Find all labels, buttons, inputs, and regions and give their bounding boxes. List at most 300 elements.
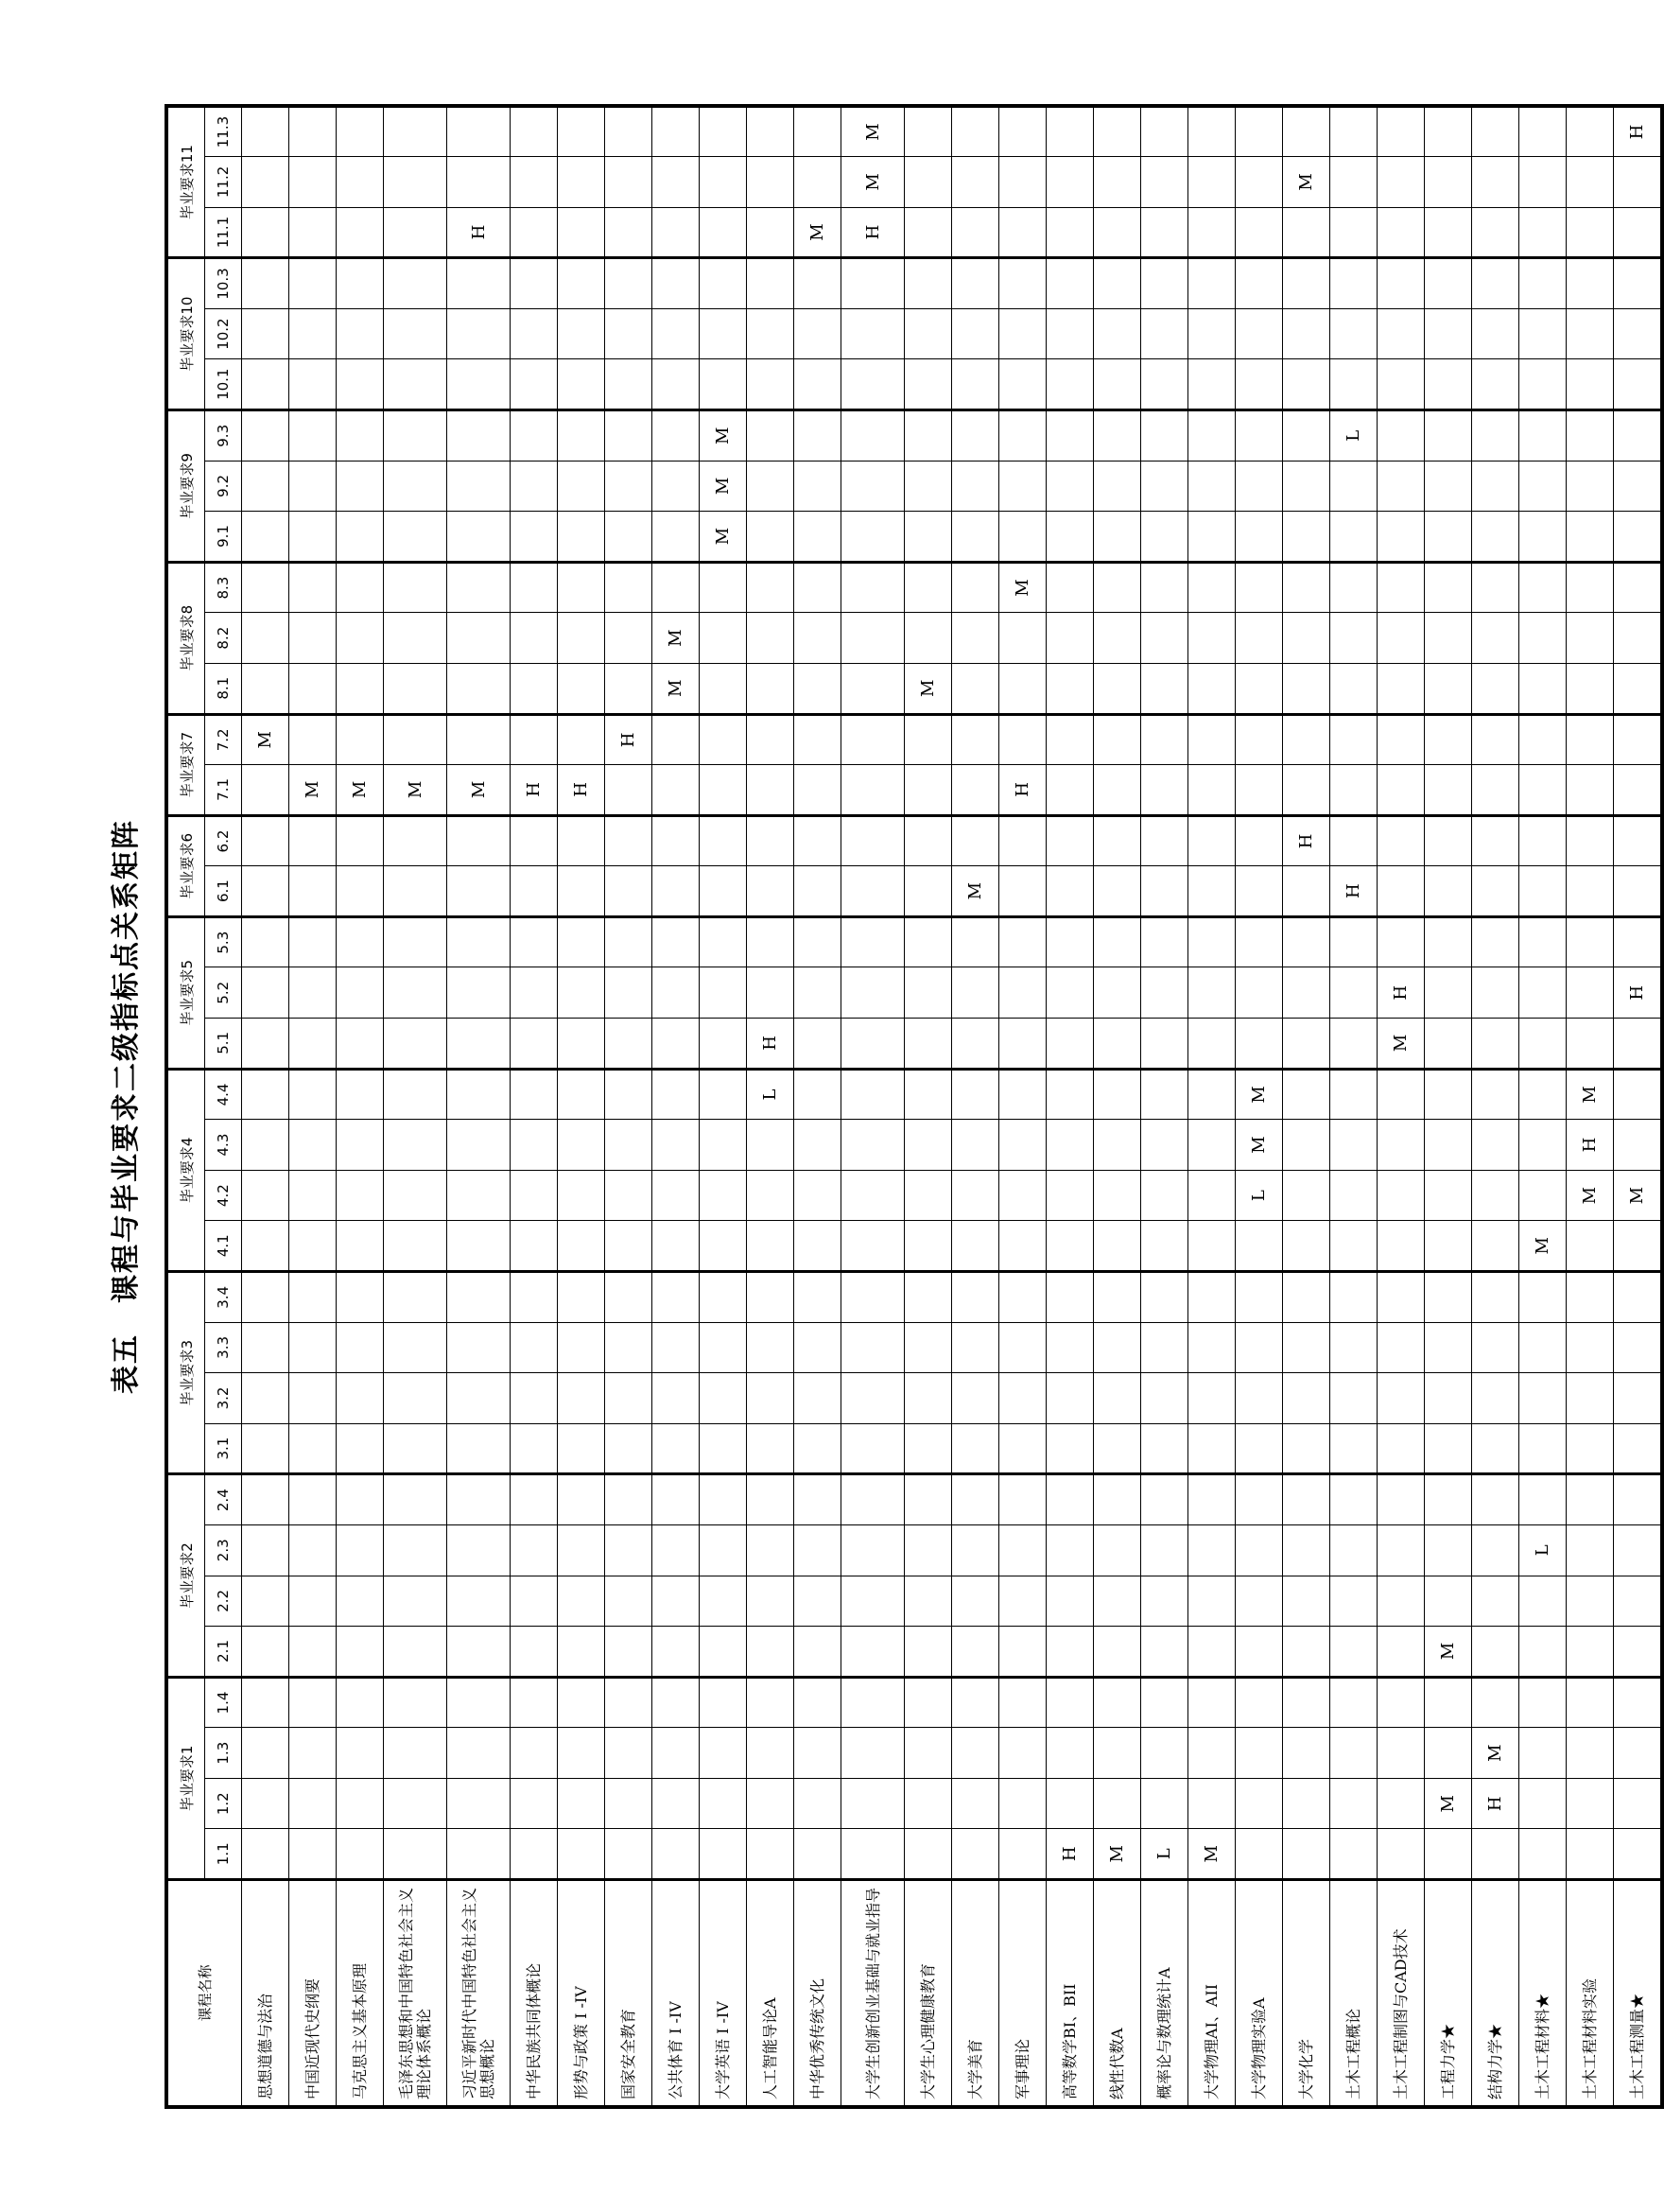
matrix-cell [652,1119,700,1170]
matrix-cell [700,106,747,157]
matrix-cell [242,257,289,308]
matrix-cell [337,156,384,207]
matrix-cell [447,1473,511,1524]
matrix-cell [511,156,558,207]
matrix-cell [605,1271,652,1322]
matrix-cell [1567,865,1614,916]
matrix-cell [1614,207,1663,258]
matrix-cell [794,1829,841,1880]
matrix-cell [999,865,1047,916]
matrix-cell [558,865,605,916]
matrix-cell [700,156,747,207]
matrix-cell [558,714,605,765]
matrix-cell [794,1778,841,1829]
matrix-cell [652,764,700,815]
matrix-cell [1047,562,1094,613]
matrix-cell [1425,1170,1472,1221]
matrix-cell [242,1576,289,1627]
matrix-cell [1614,714,1663,765]
matrix-cell [999,1271,1047,1322]
matrix-cell [337,967,384,1018]
matrix-cell [1188,1473,1236,1524]
matrix-cell [905,562,952,613]
matrix-cell: H [511,764,558,815]
matrix-cell [1378,1119,1425,1170]
matrix-cell [1283,1677,1330,1728]
matrix-cell [1188,1727,1236,1778]
matrix-cell [1236,967,1283,1018]
matrix-cell [605,865,652,916]
matrix-cell [447,106,511,157]
matrix-cell [1378,1524,1425,1576]
matrix-cell [1047,663,1094,714]
matrix-cell [605,562,652,613]
matrix-cell [952,1626,999,1677]
matrix-cell [289,663,337,714]
matrix-cell [1283,1727,1330,1778]
matrix-cell [558,663,605,714]
matrix-cell [1188,1372,1236,1423]
matrix-cell [1047,308,1094,359]
matrix-cell [652,409,700,461]
matrix-cell [841,612,905,663]
matrix-cell [558,1271,605,1322]
matrix-cell [1141,764,1188,815]
matrix-cell [1519,1576,1567,1627]
matrix-cell [747,1372,794,1423]
matrix-cell [1567,714,1614,765]
matrix-cell [1047,207,1094,258]
matrix-cell [1283,1069,1330,1120]
matrix-cell [1378,207,1425,258]
matrix-cell [747,1576,794,1627]
matrix-cell [794,967,841,1018]
matrix-cell [447,663,511,714]
matrix-cell [1047,1069,1094,1120]
matrix-cell [1378,1170,1425,1221]
requirement-group-header: 毕业要求10 [166,257,205,409]
matrix-cell [905,1220,952,1271]
matrix-cell [511,257,558,308]
course-name: 习近平新时代中国特色社会主义思想概论 [447,1879,511,2106]
matrix-cell [999,1322,1047,1373]
matrix-cell [1425,815,1472,866]
matrix-cell [337,1524,384,1576]
course-name: 中华优秀传统文化 [794,1879,841,2106]
matrix-cell [558,1170,605,1221]
indicator-header: 10.1 [205,358,242,409]
matrix-cell [1047,1220,1094,1271]
matrix-cell [605,409,652,461]
matrix-cell [1236,1677,1283,1728]
matrix-cell [952,1829,999,1880]
matrix-cell [794,1423,841,1474]
matrix-cell [747,1778,794,1829]
matrix-cell [384,156,447,207]
indicator-header: 6.2 [205,815,242,866]
course-name: 中华民族共同体概论 [511,1879,558,2106]
matrix-cell [447,1677,511,1728]
matrix-cell [1330,1576,1378,1627]
matrix-cell [1188,612,1236,663]
matrix-cell: M [337,764,384,815]
matrix-cell [952,308,999,359]
course-name: 毛泽东思想和中国特色社会主义理论体系概论 [384,1879,447,2106]
matrix-cell [1378,714,1425,765]
matrix-cell [384,409,447,461]
matrix-cell [242,1069,289,1120]
matrix-cell [289,916,337,967]
matrix-cell [558,1576,605,1627]
matrix-cell [652,1271,700,1322]
matrix-cell [447,1271,511,1322]
matrix-cell [1141,612,1188,663]
matrix-cell [384,1473,447,1524]
matrix-cell [652,1778,700,1829]
matrix-cell [1188,967,1236,1018]
matrix-cell [1472,1576,1519,1627]
matrix-cell [1425,1829,1472,1880]
matrix-cell [337,612,384,663]
matrix-cell [242,1524,289,1576]
requirement-group-header: 毕业要求5 [166,916,205,1069]
matrix-cell [1472,358,1519,409]
matrix-cell [1330,1778,1378,1829]
matrix-cell: M [1567,1170,1614,1221]
matrix-cell [1425,1372,1472,1423]
matrix-cell [1188,865,1236,916]
matrix-cell [242,106,289,157]
course-requirement-matrix [165,104,1664,2109]
matrix-cell [1519,1119,1567,1170]
matrix-cell [905,1524,952,1576]
matrix-cell [1519,207,1567,258]
matrix-cell [605,916,652,967]
table-row [384,106,447,2107]
matrix-cell [1283,1473,1330,1524]
matrix-cell [447,562,511,613]
matrix-cell [289,257,337,308]
course-name: 土木工程概论 [1330,1879,1378,2106]
matrix-cell [999,1170,1047,1221]
matrix-cell [1283,106,1330,157]
course-name: 高等数学BI、BII [1047,1879,1094,2106]
matrix-cell: M [1472,1727,1519,1778]
matrix-cell [1330,916,1378,967]
matrix-cell [511,1372,558,1423]
matrix-cell [747,1524,794,1576]
matrix-cell [841,1220,905,1271]
matrix-cell [558,1119,605,1170]
matrix-cell [1283,1170,1330,1221]
matrix-cell [700,1524,747,1576]
matrix-cell [1283,1576,1330,1627]
matrix-cell [605,207,652,258]
matrix-cell [1614,1778,1663,1829]
matrix-cell [242,865,289,916]
indicator-header: 4.1 [205,1220,242,1271]
requirement-group-header: 毕业要求4 [166,1069,205,1271]
requirement-group-header: 毕业要求6 [166,815,205,916]
matrix-cell [1614,1473,1663,1524]
matrix-cell [1047,1372,1094,1423]
course-name: 中国近现代史纲要 [289,1879,337,2106]
matrix-cell [242,1220,289,1271]
matrix-cell [747,1271,794,1322]
matrix-cell [1283,1018,1330,1069]
matrix-cell [1614,1727,1663,1778]
matrix-cell [1567,1829,1614,1880]
matrix-cell [1519,764,1567,815]
matrix-cell [841,967,905,1018]
matrix-cell [1236,461,1283,512]
matrix-cell [1188,1576,1236,1627]
matrix-cell [337,1119,384,1170]
matrix-cell: H [605,714,652,765]
matrix-cell [1283,308,1330,359]
matrix-cell [952,106,999,157]
matrix-cell [1567,461,1614,512]
matrix-cell [1472,308,1519,359]
matrix-cell: H [447,207,511,258]
matrix-cell [1614,865,1663,916]
indicator-header: 7.1 [205,764,242,815]
matrix-cell [1141,663,1188,714]
matrix-cell [747,257,794,308]
matrix-cell [558,358,605,409]
matrix-cell [1236,106,1283,157]
matrix-cell [747,1423,794,1474]
table-row [841,106,905,2107]
matrix-cell [511,1423,558,1474]
matrix-cell [1425,511,1472,562]
matrix-cell [1614,1677,1663,1728]
indicator-header: 4.4 [205,1069,242,1120]
matrix-cell [1519,1626,1567,1677]
matrix-cell [905,1576,952,1627]
matrix-cell [841,1829,905,1880]
indicator-header: 8.3 [205,562,242,613]
matrix-cell [1236,1423,1283,1474]
matrix-cell [1614,1018,1663,1069]
matrix-cell [605,1727,652,1778]
matrix-cell [242,612,289,663]
matrix-cell [384,1220,447,1271]
course-name: 大学化学 [1283,1879,1330,2106]
matrix-cell [511,916,558,967]
matrix-cell [289,308,337,359]
matrix-cell [841,815,905,866]
matrix-cell [1283,358,1330,409]
matrix-cell: M [242,714,289,765]
matrix-cell [999,1119,1047,1170]
matrix-cell [747,916,794,967]
matrix-cell [1614,1220,1663,1271]
matrix-cell [1519,612,1567,663]
matrix-cell [605,815,652,866]
matrix-cell [1472,714,1519,765]
matrix-cell [1141,1576,1188,1627]
matrix-cell [384,511,447,562]
matrix-cell [747,967,794,1018]
matrix-cell [1425,257,1472,308]
matrix-cell [289,511,337,562]
matrix-cell [384,1322,447,1373]
matrix-cell [605,156,652,207]
matrix-cell [447,1018,511,1069]
matrix-cell [905,815,952,866]
matrix-cell [1094,1524,1141,1576]
matrix-cell [1378,1372,1425,1423]
matrix-cell [1425,1727,1472,1778]
matrix-cell [905,1473,952,1524]
matrix-cell [905,358,952,409]
matrix-cell [1236,714,1283,765]
matrix-cell [511,1576,558,1627]
matrix-cell [905,1677,952,1728]
matrix-cell [289,461,337,512]
matrix-cell [652,358,700,409]
matrix-cell [1188,1170,1236,1221]
matrix-cell [447,1372,511,1423]
matrix-cell [242,815,289,866]
table-row [1614,106,1663,2107]
matrix-cell [1283,1372,1330,1423]
matrix-cell [1614,663,1663,714]
matrix-cell [700,358,747,409]
matrix-cell [242,1018,289,1069]
matrix-cell [1283,562,1330,613]
matrix-cell [1425,1576,1472,1627]
matrix-cell [652,1069,700,1120]
matrix-cell [1519,1322,1567,1373]
course-name: 工程力学★ [1425,1879,1472,2106]
matrix-cell [747,663,794,714]
matrix-cell [952,663,999,714]
matrix-cell: M [1283,156,1330,207]
matrix-cell [1614,764,1663,815]
matrix-cell: H [1047,1829,1094,1880]
matrix-cell [511,409,558,461]
matrix-cell [1378,1677,1425,1728]
matrix-cell [384,461,447,512]
matrix-cell: M [1236,1069,1283,1120]
matrix-cell [905,1271,952,1322]
matrix-cell [794,663,841,714]
matrix-cell [1567,612,1614,663]
matrix-cell [952,815,999,866]
matrix-cell [384,967,447,1018]
matrix-cell [841,409,905,461]
matrix-cell [1188,409,1236,461]
matrix-cell [841,562,905,613]
matrix-cell [1141,1170,1188,1221]
matrix-cell [605,1119,652,1170]
matrix-cell [1094,1576,1141,1627]
indicator-header: 4.3 [205,1119,242,1170]
matrix-cell [1330,1322,1378,1373]
matrix-cell [511,1271,558,1322]
matrix-cell [1283,257,1330,308]
matrix-cell [1472,207,1519,258]
matrix-cell [952,409,999,461]
matrix-cell [999,1626,1047,1677]
matrix-cell: H [747,1018,794,1069]
matrix-cell [1283,207,1330,258]
matrix-cell [1236,409,1283,461]
matrix-cell [1047,511,1094,562]
matrix-cell [1047,358,1094,409]
matrix-cell [999,967,1047,1018]
matrix-cell [905,257,952,308]
matrix-cell: H [1378,967,1425,1018]
matrix-cell [1472,1170,1519,1221]
matrix-cell [905,1423,952,1474]
matrix-cell [747,1677,794,1728]
matrix-cell [511,1119,558,1170]
matrix-cell [700,815,747,866]
matrix-cell [1236,1829,1283,1880]
matrix-cell [605,1170,652,1221]
matrix-cell [999,511,1047,562]
matrix-cell [1094,1069,1141,1120]
matrix-cell [384,1626,447,1677]
matrix-cell [952,257,999,308]
matrix-cell [999,663,1047,714]
matrix-cell [841,1069,905,1120]
matrix-cell [747,106,794,157]
matrix-cell [652,1473,700,1524]
matrix-cell [1141,257,1188,308]
matrix-cell [1094,358,1141,409]
table-row [747,106,794,2107]
matrix-cell [652,1322,700,1373]
matrix-cell [1047,409,1094,461]
matrix-cell [905,1170,952,1221]
matrix-cell [447,1778,511,1829]
matrix-cell [289,1069,337,1120]
matrix-cell [652,1677,700,1728]
matrix-cell [1472,815,1519,866]
matrix-cell [289,967,337,1018]
matrix-cell [1330,967,1378,1018]
matrix-cell [1047,612,1094,663]
table-row [1047,106,1094,2107]
matrix-cell [1425,358,1472,409]
matrix-cell [952,1271,999,1322]
table-row [905,106,952,2107]
matrix-cell [1283,1626,1330,1677]
matrix-cell [747,612,794,663]
matrix-cell [747,1119,794,1170]
matrix-cell [1378,358,1425,409]
matrix-cell [337,1727,384,1778]
matrix-cell [905,1372,952,1423]
matrix-cell [1141,1727,1188,1778]
matrix-cell [794,764,841,815]
matrix-cell [1519,967,1567,1018]
matrix-cell [1141,308,1188,359]
indicator-header: 11.3 [205,106,242,157]
matrix-cell [1141,1677,1188,1728]
matrix-cell [1472,1322,1519,1373]
matrix-cell [1425,1524,1472,1576]
matrix-cell [558,612,605,663]
indicator-header: 9.1 [205,511,242,562]
matrix-cell [1378,156,1425,207]
matrix-cell [384,1271,447,1322]
matrix-cell [1472,764,1519,815]
